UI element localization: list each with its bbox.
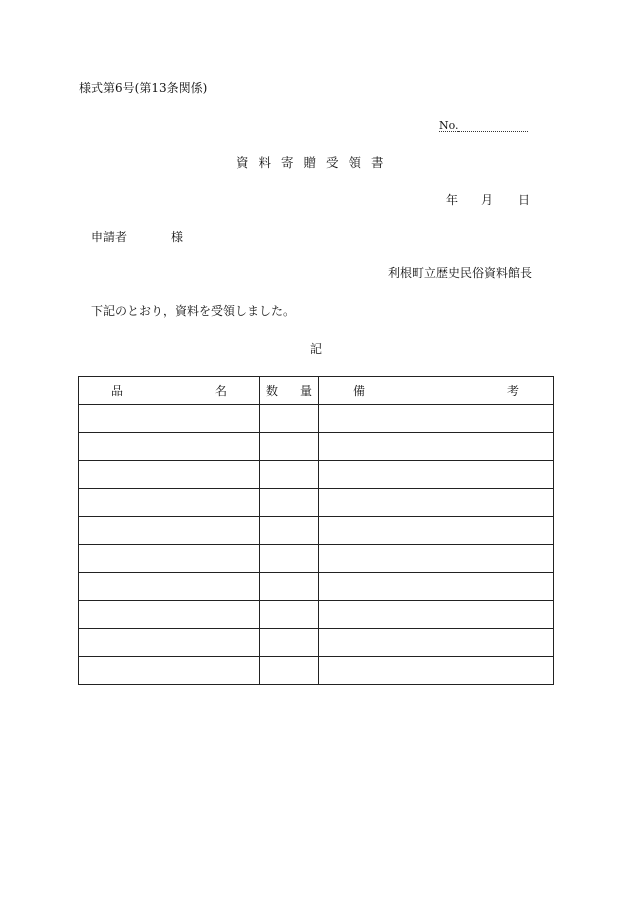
number-label: No. [439,119,459,132]
table-row [79,629,554,657]
remarks-cell[interactable] [319,405,554,433]
quantity-cell[interactable] [260,433,319,461]
quantity-cell[interactable] [260,573,319,601]
table-row [79,657,554,685]
remarks-cell[interactable] [319,629,554,657]
quantity-cell[interactable] [260,489,319,517]
item-name-cell[interactable] [79,545,260,573]
applicant-label: 申請者 [91,230,128,244]
table-row [79,517,554,545]
table-row [79,489,554,517]
number-label-underline [439,131,458,132]
form-number: 様式第6号(第13条関係) [79,81,208,95]
item-name-cell[interactable] [79,517,260,545]
applicant-line [91,231,183,243]
header-item-name-char-1: 品 [111,384,124,398]
remarks-cell[interactable] [319,433,554,461]
body-text: 下記のとおり，資料を受領しました。 [91,304,296,318]
table-row [79,601,554,629]
remarks-cell[interactable] [319,489,554,517]
remarks-cell[interactable] [319,573,554,601]
remarks-cell[interactable] [319,657,554,685]
item-name-cell[interactable] [79,629,260,657]
quantity-cell[interactable] [260,657,319,685]
remarks-cell[interactable] [319,461,554,489]
quantity-cell[interactable] [260,405,319,433]
table-row [79,433,554,461]
ki-heading: 記 [310,342,323,356]
table-row [79,405,554,433]
header-item-name [79,377,260,405]
issuer-name: 利根町立歴史民俗資料館長 [388,266,533,280]
date-field [446,194,530,206]
item-name-cell[interactable] [79,657,260,685]
remarks-cell[interactable] [319,601,554,629]
item-name-cell[interactable] [79,601,260,629]
date-day: 日 [518,193,531,207]
item-name-cell[interactable] [79,461,260,489]
date-year: 年 [446,193,459,207]
header-item-name-char-2: 名 [214,384,227,398]
quantity-cell[interactable] [260,545,319,573]
table-header-row [79,377,554,405]
document-title: 資料寄贈受領書 [236,155,394,170]
applicant-suffix: 様 [171,230,184,244]
quantity-cell[interactable] [260,517,319,545]
item-name-cell[interactable] [79,573,260,601]
header-remarks-char-1: 備 [353,384,366,398]
header-quantity [260,377,319,405]
item-name-cell[interactable] [79,489,260,517]
items-table [78,376,554,685]
header-remarks-char-2: 考 [506,384,519,398]
date-month: 月 [481,193,494,207]
quantity-cell[interactable] [260,601,319,629]
header-remarks [319,377,554,405]
table-row [79,573,554,601]
header-quantity-char-1: 数 [266,384,279,398]
remarks-cell[interactable] [319,545,554,573]
quantity-cell[interactable] [260,461,319,489]
item-name-cell[interactable] [79,433,260,461]
item-name-cell[interactable] [79,405,260,433]
header-quantity-char-2: 量 [299,384,312,398]
quantity-cell[interactable] [260,629,319,657]
remarks-cell[interactable] [319,517,554,545]
table-row [79,461,554,489]
number-field[interactable] [458,131,528,132]
table-row [79,545,554,573]
